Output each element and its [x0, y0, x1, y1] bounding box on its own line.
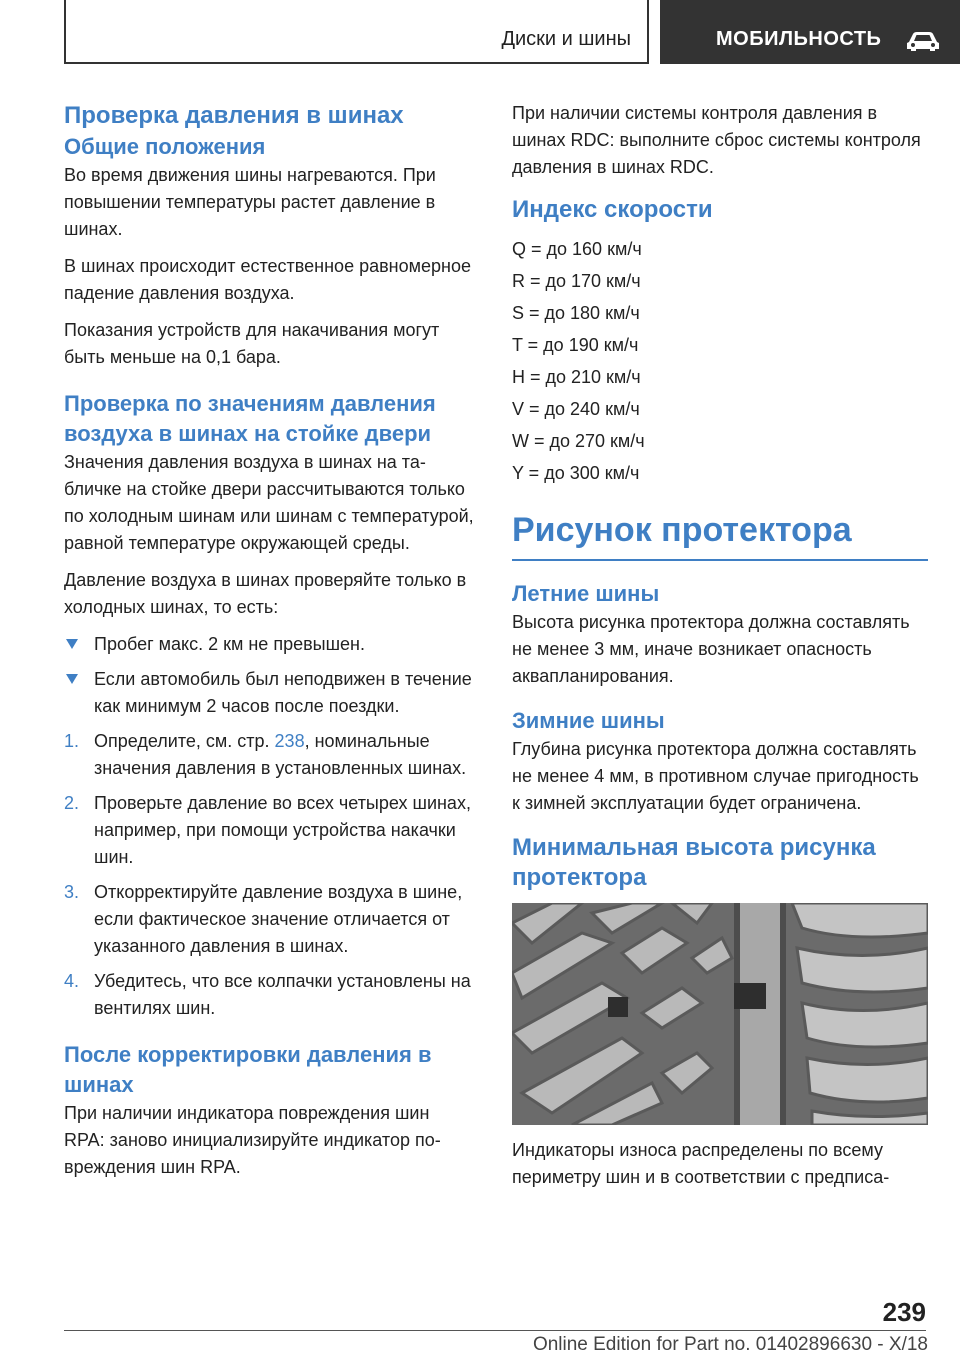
car-icon [905, 30, 941, 52]
paragraph: При наличии индикатора повреждения шин RPA: заново инициализируйте индикатор повреждения шин RPA. [64, 1103, 441, 1177]
left-column [64, 100, 474, 1191]
heading-summer-tires: Летние шины [512, 581, 660, 606]
heading-speed-index: Индекс скорости [512, 196, 713, 223]
footer-edition: Online Edition for Part no. 01402896630 - X/18 [532, 1334, 928, 1355]
speed-index-item: R = до 170 км/ч [512, 271, 641, 291]
step-item: 2. Проверьте давление во всех четырех шинах, например, при помощи устройства накачки шин. [64, 790, 474, 871]
header-section-box [64, 0, 649, 64]
speed-index-item: H = до 210 км/ч [512, 367, 641, 387]
header-chapter-tab [660, 0, 960, 64]
paragraph: В шинах происходит естественное равномерное падение давления воздуха. [64, 256, 471, 303]
paragraph: Давление воздуха в шинах проверяйте только в холодных шинах, то есть: [64, 570, 467, 617]
page-link[interactable]: 238 [274, 731, 305, 751]
heading-after-correction: После корректировки давления в шинах [64, 1042, 432, 1097]
step-item: 1. Определите, см. стр. 238, номинальные значения давления в установленных шинах. [64, 728, 474, 782]
step-item: 3. Откорректируйте давление воздуха в шине, если фактическое значение отличается от указанного давления в шинах. [64, 879, 474, 960]
paragraph: Высота рисунка протектора должна составлять не менее 3 мм, иначе возникает опасность аквапланирования. [512, 612, 910, 686]
heading-min-tread: Минимальная высота рисунка протектора [512, 834, 876, 891]
step-number: 1. [64, 731, 80, 751]
bullet-triangle-icon [66, 639, 78, 649]
bullet-item: Пробег макс. 2 км не превышен. [64, 631, 474, 658]
step-number: 4. [64, 971, 80, 991]
paragraph: Значения давления воздуха в шинах на табличке на стойке двери рассчитываются только по холодным шинам или шинам с температурой, равной температуре окружающей среды. [64, 452, 474, 553]
header-section-title: Диски и шины [501, 28, 631, 50]
paragraph: Индикаторы износа распределены по всему периметру шин и в соответствии с предписа- [512, 1140, 890, 1187]
heading-door-pillar: Проверка по значениям давления воздуха в шинах на стойке двери [64, 391, 436, 446]
bullet-triangle-icon [66, 674, 78, 684]
speed-index-item: T = до 190 км/ч [512, 335, 639, 355]
bullet-item: Если автомобиль был неподвижен в течение как минимум 2 часов после поездки. [64, 666, 474, 720]
speed-index-item: W = до 270 км/ч [512, 431, 645, 451]
step-item: 4. Убедитесь, что все колпачки установлены на вентилях шин. [64, 968, 474, 1022]
heading-general: Общие положения [64, 134, 266, 159]
section-title: Проверка давления в шинах [64, 102, 404, 129]
paragraph: Глубина рисунка протектора должна составлять не менее 4 мм, в противном случае пригодность к зимней эксплуатации будет ограничена. [512, 739, 919, 813]
tire-tread-wear-indicator-image [512, 903, 928, 1125]
footer-divider [64, 1330, 926, 1331]
speed-index-list [512, 233, 928, 489]
speed-index-item: S = до 180 км/ч [512, 303, 640, 323]
speed-index-item: Y = до 300 км/ч [512, 463, 640, 483]
page-number: 239 [882, 1297, 926, 1327]
speed-index-item: V = до 240 км/ч [512, 399, 640, 419]
tread-section-title: Рисунок протектора [512, 511, 852, 549]
paragraph: Во время движения шины нагреваются. При повышении температуры растет давление в шинах. [64, 165, 436, 239]
heading-winter-tires: Зимние шины [512, 708, 665, 733]
paragraph: При наличии системы контроля давления в шинах RDC: выполните сброс системы контроля давления в шинах RDC. [512, 103, 921, 177]
step-number: 2. [64, 793, 80, 813]
right-column [512, 100, 928, 1201]
paragraph: Показания устройств для накачивания могут быть меньше на 0,1 бара. [64, 320, 440, 367]
speed-index-item: Q = до 160 км/ч [512, 239, 642, 259]
step-number: 3. [64, 882, 80, 902]
title-divider [512, 559, 928, 561]
header-chapter-title: МОБИЛЬНОСТЬ [716, 28, 882, 50]
